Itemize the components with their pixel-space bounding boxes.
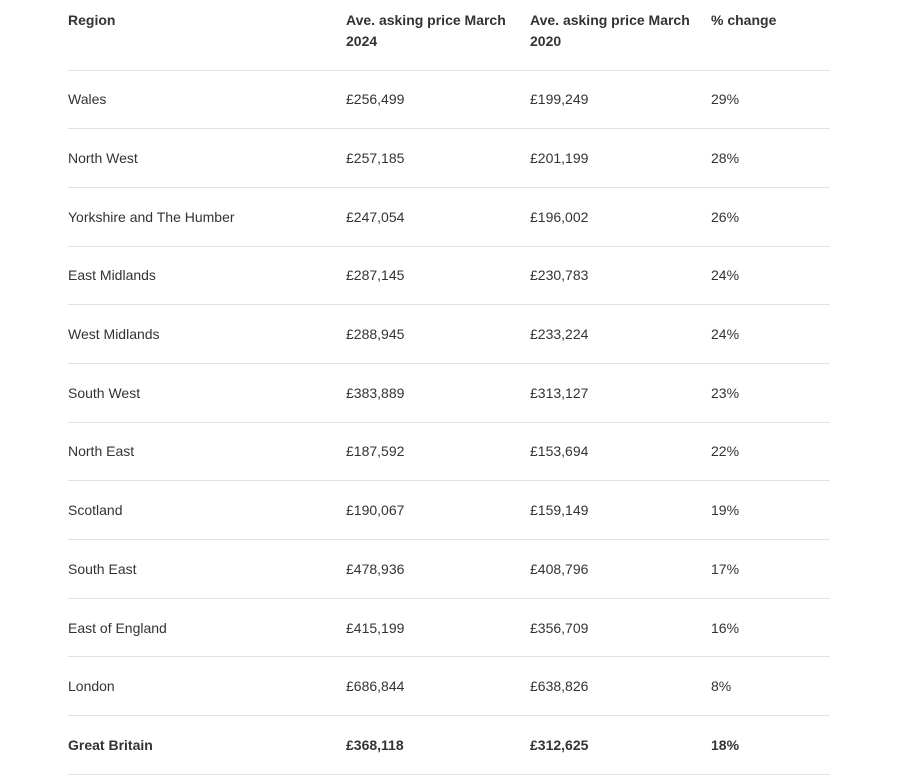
cell-price-2024: £247,054 [346, 187, 530, 246]
cell-price-2024: £288,945 [346, 305, 530, 364]
table-row [68, 70, 830, 129]
cell-region: East of England [68, 598, 346, 657]
cell-price-2024: £415,199 [346, 598, 530, 657]
total-region: Great Britain [68, 716, 346, 775]
cell-price-2024: £187,592 [346, 422, 530, 481]
cell-price-2020: £196,002 [530, 187, 711, 246]
table-row [68, 598, 830, 657]
table-row [68, 422, 830, 481]
cell-price-2020: £233,224 [530, 305, 711, 364]
cell-percent-change: 24% [711, 305, 830, 364]
cell-percent-change: 19% [711, 481, 830, 540]
header-price-2020: Ave. asking price March 2020 [530, 0, 711, 70]
cell-price-2020: £153,694 [530, 422, 711, 481]
cell-percent-change: 8% [711, 657, 830, 716]
cell-region: South West [68, 363, 346, 422]
cell-region: Scotland [68, 481, 346, 540]
header-region: Region [68, 0, 346, 70]
cell-region: North East [68, 422, 346, 481]
total-percent-change: 18% [711, 716, 830, 775]
cell-percent-change: 23% [711, 363, 830, 422]
cell-price-2020: £159,149 [530, 481, 711, 540]
cell-price-2024: £257,185 [346, 129, 530, 188]
table-row [68, 540, 830, 599]
cell-percent-change: 29% [711, 70, 830, 129]
table-row [68, 187, 830, 246]
asking-price-table-container [68, 0, 830, 775]
table-body [68, 70, 830, 774]
table-row [68, 246, 830, 305]
asking-price-table [68, 0, 830, 775]
header-percent-change: % change [711, 0, 830, 70]
cell-price-2020: £356,709 [530, 598, 711, 657]
cell-percent-change: 26% [711, 187, 830, 246]
cell-price-2020: £199,249 [530, 70, 711, 129]
cell-region: North West [68, 129, 346, 188]
table-row [68, 363, 830, 422]
cell-region: South East [68, 540, 346, 599]
cell-percent-change: 16% [711, 598, 830, 657]
cell-percent-change: 28% [711, 129, 830, 188]
cell-region: Yorkshire and The Humber [68, 187, 346, 246]
cell-price-2020: £230,783 [530, 246, 711, 305]
header-row [68, 0, 830, 70]
cell-price-2020: £638,826 [530, 657, 711, 716]
cell-price-2020: £313,127 [530, 363, 711, 422]
cell-price-2024: £478,936 [346, 540, 530, 599]
cell-price-2024: £287,145 [346, 246, 530, 305]
total-price-2020: £312,625 [530, 716, 711, 775]
table-row [68, 129, 830, 188]
table-row [68, 305, 830, 364]
table-row [68, 481, 830, 540]
cell-price-2020: £408,796 [530, 540, 711, 599]
table-header [68, 0, 830, 70]
cell-region: London [68, 657, 346, 716]
cell-price-2024: £686,844 [346, 657, 530, 716]
cell-percent-change: 22% [711, 422, 830, 481]
cell-price-2024: £383,889 [346, 363, 530, 422]
cell-region: Wales [68, 70, 346, 129]
cell-price-2024: £190,067 [346, 481, 530, 540]
cell-region: West Midlands [68, 305, 346, 364]
cell-price-2020: £201,199 [530, 129, 711, 188]
cell-percent-change: 24% [711, 246, 830, 305]
total-row [68, 716, 830, 775]
cell-percent-change: 17% [711, 540, 830, 599]
cell-region: East Midlands [68, 246, 346, 305]
table-row [68, 657, 830, 716]
header-price-2024: Ave. asking price March 2024 [346, 0, 530, 70]
cell-price-2024: £256,499 [346, 70, 530, 129]
total-price-2024: £368,118 [346, 716, 530, 775]
